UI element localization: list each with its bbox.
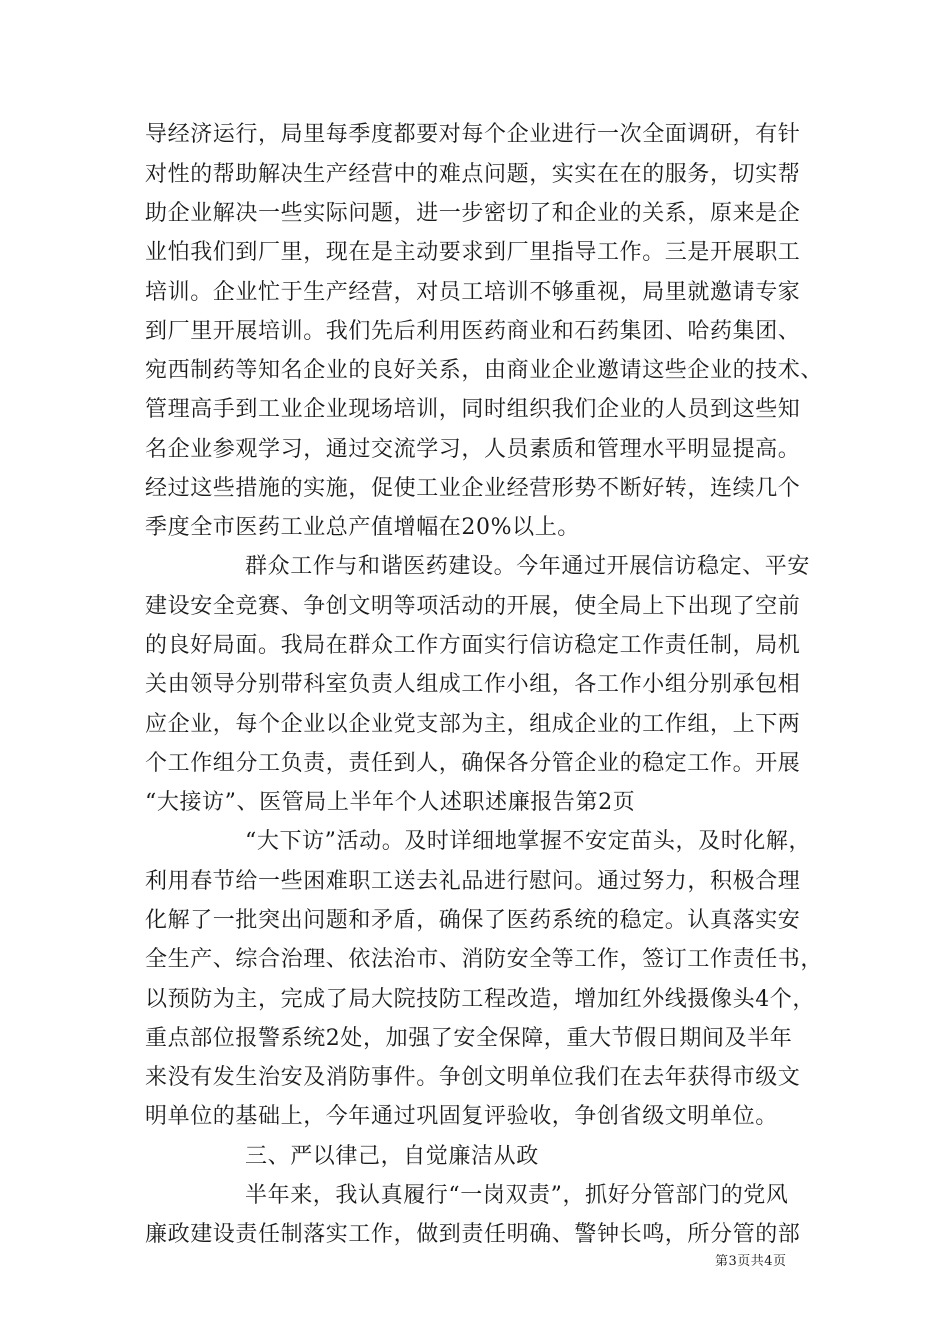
page-footer: 第3页共4页 xyxy=(715,1254,787,1269)
paragraph-line: 对性的帮助解决生产经营中的难点问题，实实在在的服务，切实帮 xyxy=(145,162,801,187)
paragraph-line: 全生产、综合治理、依法治市、消防安全等工作，签订工作责任书， xyxy=(145,947,824,972)
paragraph-line: 业怕我们到厂里，现在是主动要求到厂里指导工作。三是开展职工 xyxy=(145,240,801,265)
section-heading: 三、严以律己，自觉廉洁从政 xyxy=(245,1144,539,1169)
paragraph-line: 的良好局面。我局在群众工作方面实行信访稳定工作责任制，局机 xyxy=(145,633,801,658)
paragraph-line: 导经济运行，局里每季度都要对每个企业进行一次全面调研，有针 xyxy=(145,122,801,147)
paragraph-line: 廉政建设责任制落实工作，做到责任明确、警钟长鸣，所分管的部 xyxy=(145,1222,801,1247)
paragraph-line: 关由领导分别带科室负责人组成工作小组，各工作小组分别承包相 xyxy=(145,672,801,697)
paragraph-line: 重点部位报警系统2处，加强了安全保障，重大节假日期间及半年 xyxy=(145,1026,793,1051)
paragraph-line: 以预防为主，完成了局大院技防工程改造，增加红外线摄像头4个， xyxy=(145,987,815,1012)
paragraph-line: 化解了一批突出问题和矛盾，确保了医药系统的稳定。认真落实安 xyxy=(145,908,801,933)
paragraph-line: 季度全市医药工业总产值增幅在20%以上。 xyxy=(145,515,580,540)
paragraph-line: “大接访”、医管局上半年个人述职述廉报告第2页 xyxy=(145,790,636,815)
paragraph-line: 名企业参观学习，通过交流学习，人员素质和管理水平明显提高。 xyxy=(145,437,801,462)
paragraph-first-line: 群众工作与和谐医药建设。今年通过开展信访稳定、平安 xyxy=(245,554,811,579)
paragraph-line: 利用春节给一些困难职工送去礼品进行慰问。通过努力，积极合理 xyxy=(145,869,801,894)
paragraph-first-line: “大下访”活动。及时详细地掌握不安定苗头，及时化解， xyxy=(245,829,812,854)
paragraph-line: 经过这些措施的实施，促使工业企业经营形势不断好转，连续几个 xyxy=(145,476,801,501)
paragraph-line: 到厂里开展培训。我们先后利用医药商业和石药集团、哈药集团、 xyxy=(145,319,801,344)
paragraph-line: 宛西制药等知名企业的良好关系，由商业企业邀请这些企业的技术、 xyxy=(145,358,824,383)
paragraph-line: 建设安全竞赛、争创文明等项活动的开展，使全局上下出现了空前 xyxy=(145,594,801,619)
paragraph-line: 个工作组分工负责，责任到人，确保各分管企业的稳定工作。开展 xyxy=(145,751,801,776)
paragraph-line: 管理高手到工业企业现场培训，同时组织我们企业的人员到这些知 xyxy=(145,397,801,422)
paragraph-first-line: 半年来，我认真履行“一岗双责”，抓好分管部门的党风 xyxy=(245,1183,789,1208)
paragraph-line: 培训。企业忙于生产经营，对员工培训不够重视，局里就邀请专家 xyxy=(145,280,801,305)
paragraph-line: 助企业解决一些实际问题，进一步密切了和企业的关系，原来是企 xyxy=(145,201,801,226)
paragraph-line: 应企业，每个企业以企业党支部为主，组成企业的工作组，上下两 xyxy=(145,712,801,737)
paragraph-line: 明单位的基础上，今年通过巩固复评验收，争创省级文明单位。 xyxy=(145,1104,778,1129)
paragraph-line: 来没有发生治安及消防事件。争创文明单位我们在去年获得市级文 xyxy=(145,1065,801,1090)
